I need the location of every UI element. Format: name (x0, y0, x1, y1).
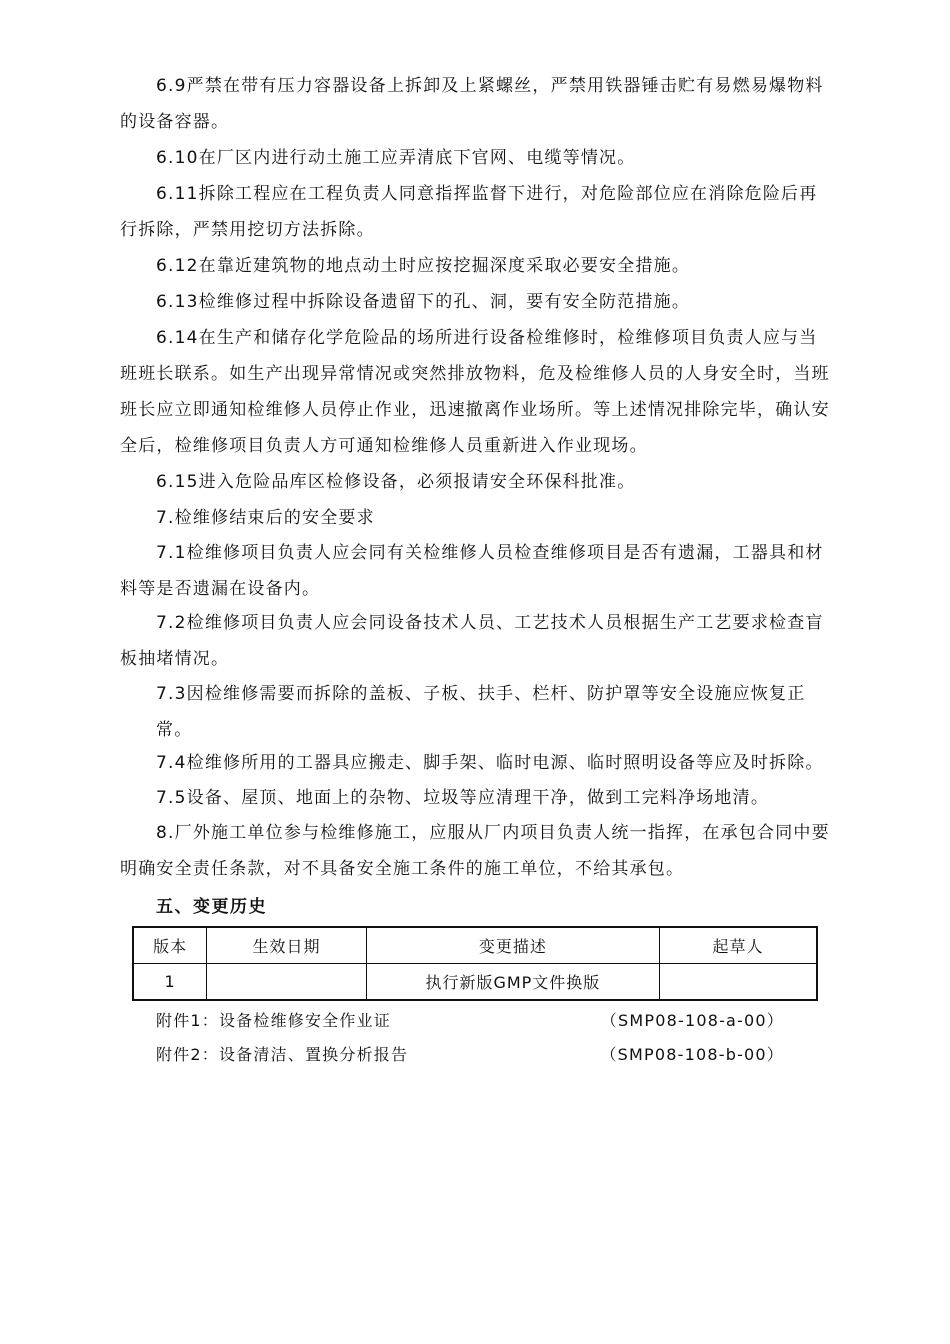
cell-effective-date (207, 964, 367, 1001)
paragraph-6-9: 6.9严禁在带有压力容器设备上拆卸及上紧螺丝，严禁用铁器锤击贮有易燃易爆物料的设备容器。 (120, 76, 824, 132)
attachment-1-code: （SMP08-108-a-00） (600, 1011, 784, 1030)
cell-drafter (659, 964, 817, 1001)
paragraph-6-10: 6.10在厂区内进行动土施工应弄清底下官网、电缆等情况。 (156, 148, 636, 168)
paragraph-7-2: 7.2检维修项目负责人应会同设备技术人员、工艺技术人员根据生产工艺要求检查盲板抽堵情况。 (120, 613, 824, 669)
paragraph-6-12: 6.12在靠近建筑物的地点动土时应按挖掘深度采取必要安全措施。 (156, 256, 691, 276)
change-history-table (132, 926, 818, 1001)
table-header-row (133, 927, 817, 964)
paragraph-8: 8.厂外施工单位参与检维修施工，应服从厂内项目负责人统一指挥，在承包合同中要明确安全责任条款，对不具备安全施工条件的施工单位，不给其承包。 (120, 823, 830, 879)
paragraph-7-5: 7.5设备、屋顶、地面上的杂物、垃圾等应清理干净，做到工完料净场地清。 (156, 788, 770, 808)
attachment-2 (156, 1042, 784, 1065)
paragraph-7-3: 7.3因检维修需要而拆除的盖板、子板、扶手、栏杆、防护罩等安全设施应恢复正常。 (156, 684, 806, 740)
paragraph-7-4: 7.4检维修所用的工器具应搬走、脚手架、临时电源、临时照明设备等应及时拆除。 (156, 753, 824, 773)
header-drafter: 起草人 (659, 927, 817, 964)
paragraph-6-15: 6.15进入危险品库区检修设备，必须报请安全环保科批准。 (156, 472, 636, 492)
attachment-1-label: 附件1：设备检维修安全作业证 (156, 1011, 391, 1030)
attachment-2-label: 附件2：设备清洁、置换分析报告 (156, 1045, 409, 1064)
header-effective-date: 生效日期 (207, 927, 367, 964)
paragraph-7-1: 7.1检维修项目负责人应会同有关检维修人员检查维修项目是否有遗漏，工器具和材料等是否遗漏在设备内。 (120, 543, 824, 599)
table-row (133, 964, 817, 1001)
attachment-1 (156, 1008, 784, 1031)
attachment-2-code: （SMP08-108-b-00） (600, 1045, 784, 1064)
cell-change-description: 执行新版GMP文件换版 (366, 964, 659, 1001)
header-change-description: 变更描述 (366, 927, 659, 964)
paragraph-6-11: 6.11拆除工程应在工程负责人同意指挥监督下进行，对危险部位应在消除危险后再行拆除，严禁用挖切方法拆除。 (120, 184, 818, 240)
cell-version: 1 (133, 964, 207, 1001)
paragraph-6-14: 6.14在生产和储存化学危险品的场所进行设备检维修时，检维修项目负责人应与当班班长联系。如生产出现异常情况或突然排放物料，危及检维修人员的人身安全时，当班班长应立即通知检维修人员停止作业，迅速撤离作业场所。等上述情况排除完毕，确认安全后，检维修项目负责人方可通知检维修人员重新进入作业现场。 (120, 328, 830, 456)
paragraph-6-13: 6.13检维修过程中拆除设备遗留下的孔、洞，要有安全防范措施。 (156, 292, 691, 312)
paragraph-7-heading: 7.检维修结束后的安全要求 (156, 508, 375, 528)
header-version: 版本 (133, 927, 207, 964)
section-title: 五、变更历史 (156, 897, 267, 917)
